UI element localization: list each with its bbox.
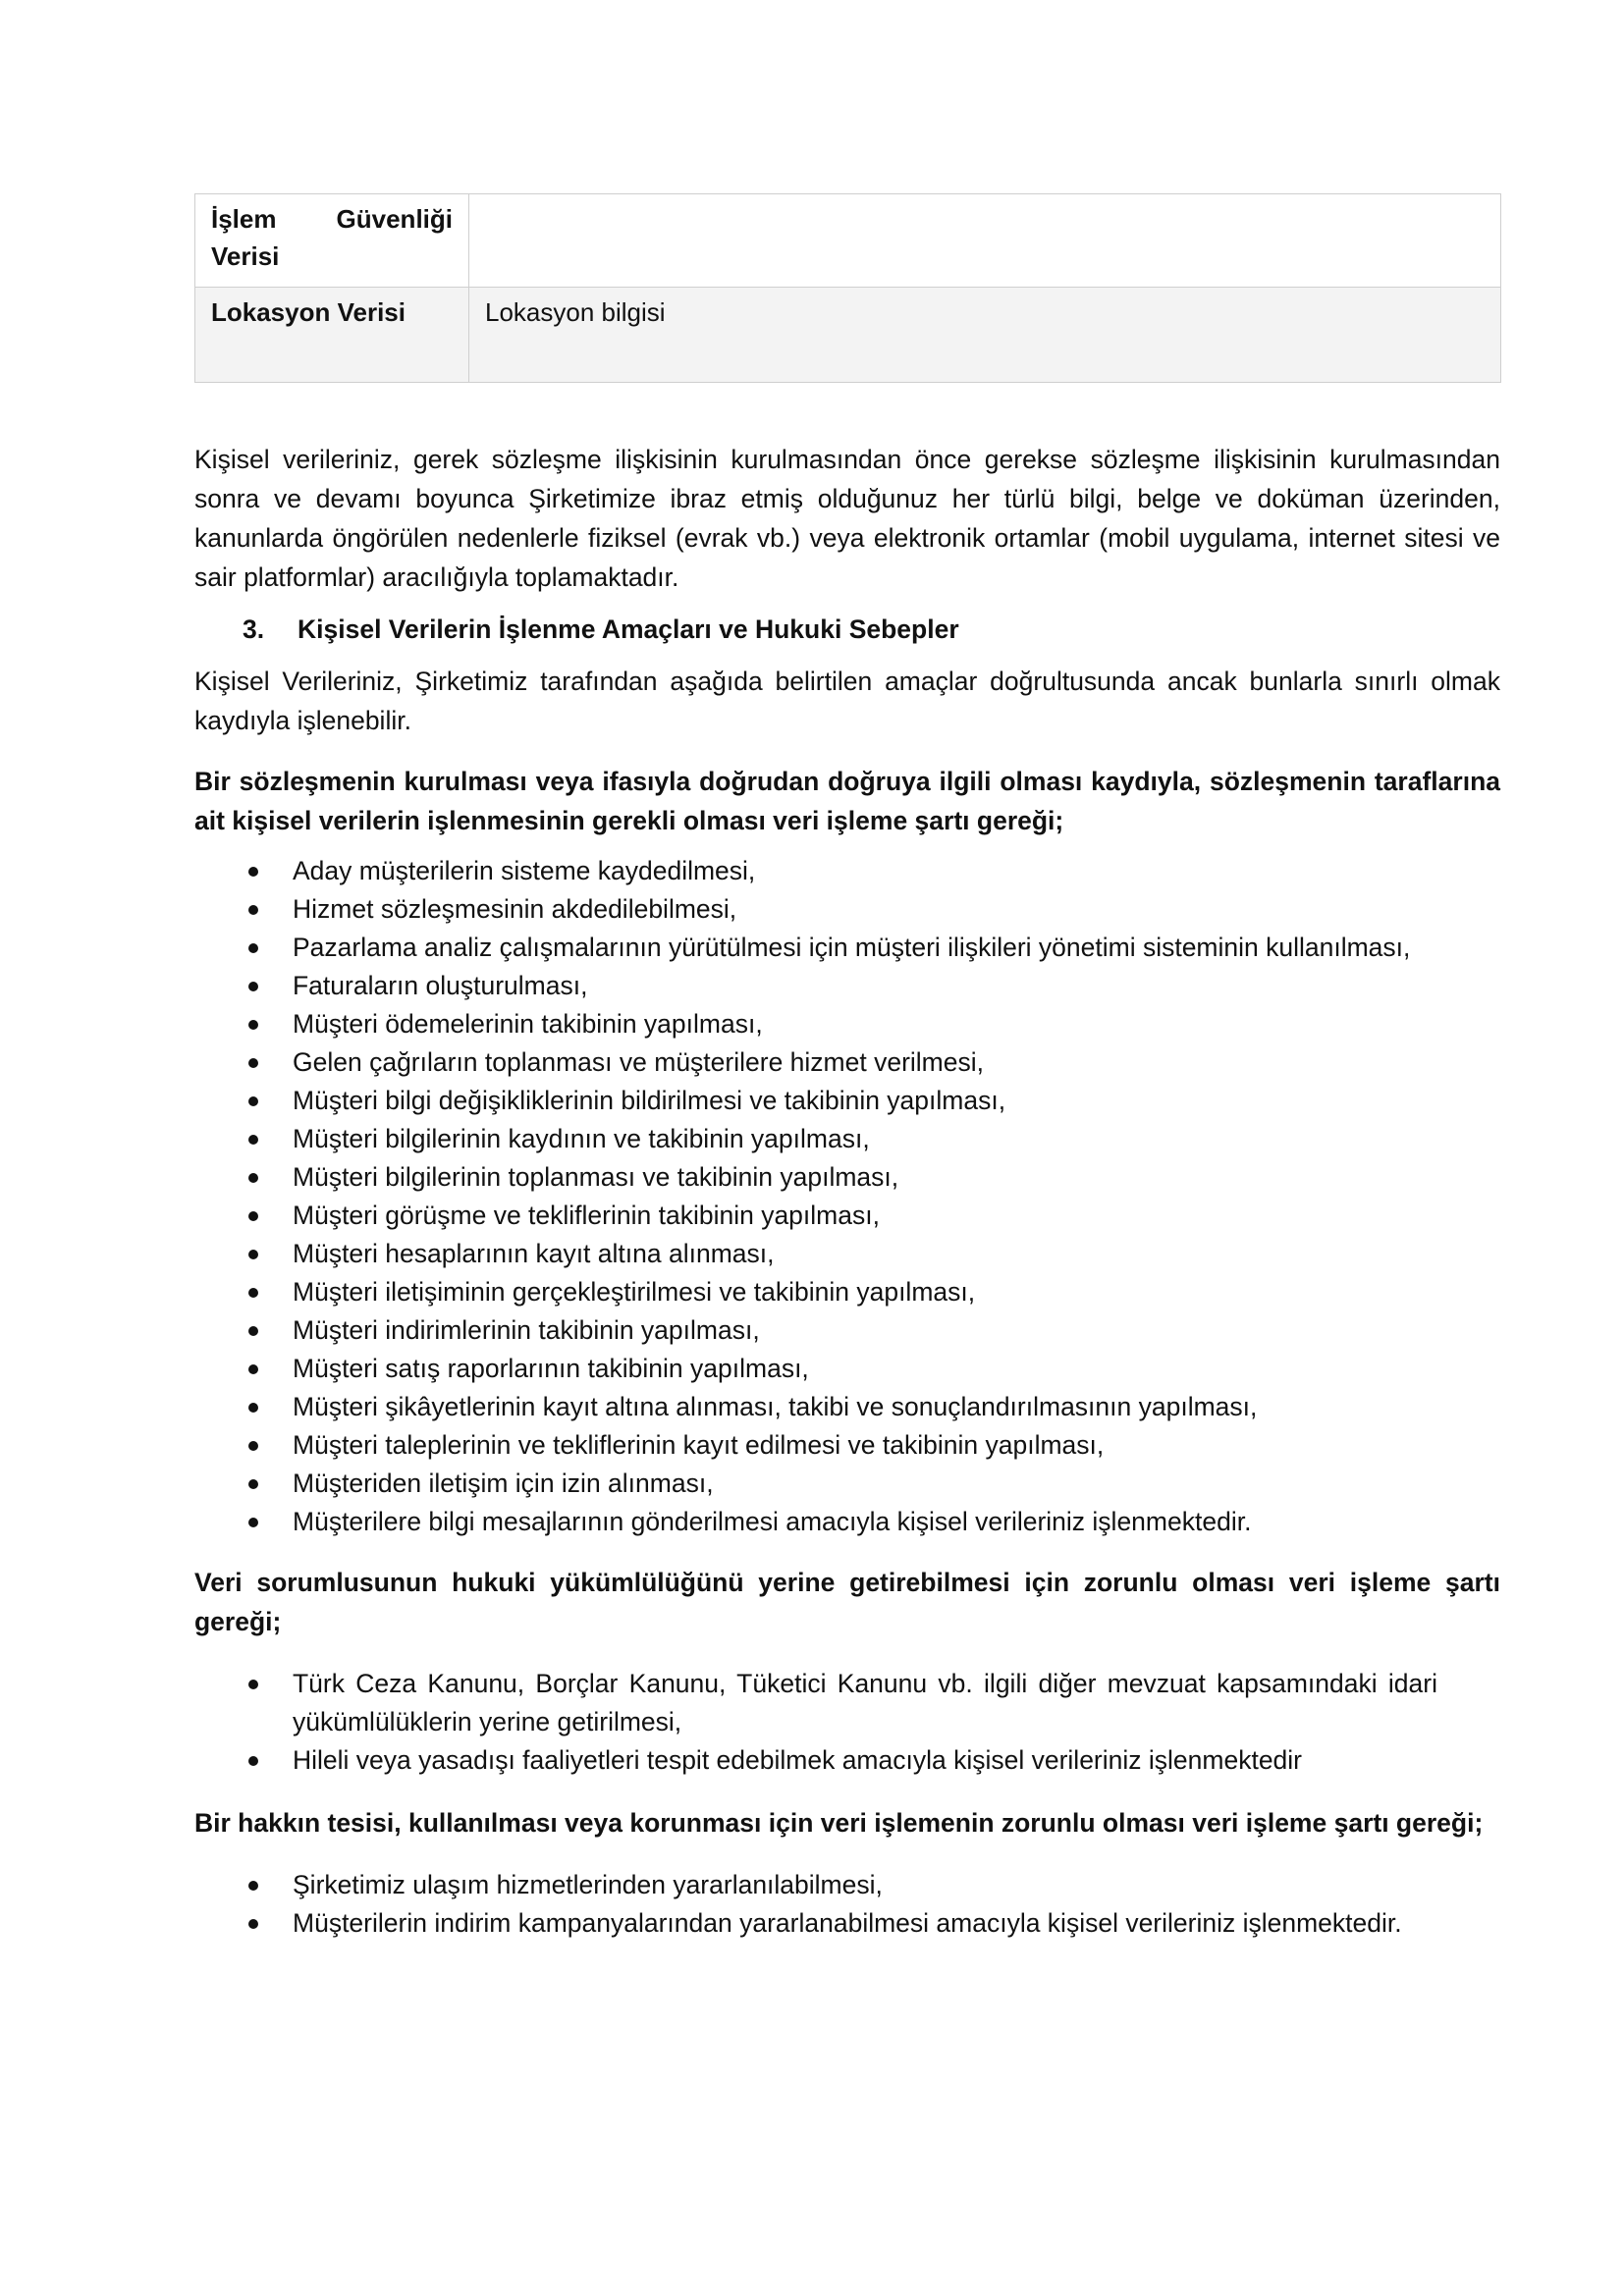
bullet-icon bbox=[248, 1173, 258, 1183]
list-item bbox=[194, 1904, 1500, 1943]
bullet-icon bbox=[248, 1881, 258, 1891]
list-item bbox=[194, 1197, 1500, 1235]
page-content bbox=[194, 193, 1500, 1943]
table-key-word: İşlem bbox=[211, 204, 277, 234]
list-item bbox=[194, 1503, 1500, 1541]
list-item-text: Faturaların oluşturulması, bbox=[293, 971, 588, 1000]
list-item-text: Müşteri hesaplarının kayıt altına alınması, bbox=[293, 1239, 775, 1268]
group-heading: Bir hakkın tesisi, kullanılması veya korunması için veri işlemenin zorunlu olması veri işleme şartı gereği; bbox=[194, 1808, 1484, 1838]
table-row bbox=[195, 288, 1501, 383]
section-number: 3. bbox=[243, 614, 265, 644]
table-value-cell bbox=[469, 194, 1501, 288]
list-item-text: Müşteri bilgilerinin toplanması ve takibinin yapılması, bbox=[293, 1162, 899, 1192]
bullet-icon bbox=[248, 1403, 258, 1413]
bullet-icon bbox=[248, 1250, 258, 1259]
list-item bbox=[194, 852, 1500, 890]
bullet-icon bbox=[248, 1441, 258, 1451]
list-item bbox=[194, 1120, 1500, 1158]
list-item bbox=[194, 1043, 1500, 1082]
bullet-icon bbox=[248, 1919, 258, 1929]
list-item-text: Müşteri bilgilerinin kaydının ve takibinin yapılması, bbox=[293, 1124, 870, 1153]
list-item-text: Hizmet sözleşmesinin akdedilebilmesi, bbox=[293, 894, 737, 924]
list-item-text: Müşteri satış raporlarının takibinin yapılması, bbox=[293, 1354, 809, 1383]
list-item bbox=[194, 1158, 1500, 1197]
list-item bbox=[194, 1082, 1500, 1120]
list-item-text: Müşteri iletişiminin gerçekleştirilmesi ve takibinin yapılması, bbox=[293, 1277, 976, 1307]
list-item bbox=[194, 1350, 1500, 1388]
list-item-text: Müşteri ödemelerinin takibinin yapılması, bbox=[293, 1009, 763, 1039]
bullet-list bbox=[194, 1866, 1500, 1943]
list-item bbox=[194, 1273, 1500, 1311]
list-item-text: Müşteri indirimlerinin takibinin yapılması, bbox=[293, 1315, 760, 1345]
bullet-icon bbox=[248, 1326, 258, 1336]
list-item-text: Türk Ceza Kanunu, Borçlar Kanunu, Tüketici Kanunu vb. ilgili diğer mevzuat kapsamındaki idari yükümlülüklerin yerine getirilmesi, bbox=[293, 1669, 1437, 1736]
list-item-text: Müşteriden iletişim için izin alınması, bbox=[293, 1468, 714, 1498]
list-item-text: Müşteri görüşme ve tekliflerinin takibinin yapılması, bbox=[293, 1201, 880, 1230]
list-item-text: Pazarlama analiz çalışmalarının yürütülmesi için müşteri ilişkileri yönetimi sisteminin kullanılması, bbox=[293, 933, 1411, 962]
bullet-icon bbox=[248, 943, 258, 953]
table-key-cell: Lokasyon Verisi bbox=[195, 288, 469, 383]
bullet-list bbox=[194, 852, 1500, 1541]
table-row bbox=[195, 194, 1501, 288]
body-paragraph: Kişisel verileriniz, gerek sözleşme ilişkisinin kurulmasından önce gerekse sözleşme ilişkisinin kurulmasından sonra ve devamı boyunca Şirketimize ibraz etmiş olduğunuz her türlü bilgi, belge ve doküman üzerinden, kanunlarda öngörülen nedenlerle fiziksel (evrak vb.) veya elektronik ortamlar (mobil uygulama, internet sitesi ve sair platformlar) aracılığıyla toplamaktadır. bbox=[194, 445, 1500, 592]
list-item bbox=[194, 1426, 1500, 1465]
group-heading: Veri sorumlusunun hukuki yükümlülüğünü yerine getirebilmesi için zorunlu olması veri işleme şartı gereği; bbox=[194, 1568, 1500, 1636]
bullet-icon bbox=[248, 1135, 258, 1145]
bullet-icon bbox=[248, 982, 258, 991]
table-key-word: Güvenliği bbox=[336, 204, 453, 234]
bullet-icon bbox=[248, 1756, 258, 1766]
list-item-text: Müşteri bilgi değişikliklerinin bildirilmesi ve takibinin yapılması, bbox=[293, 1086, 1006, 1115]
bullet-icon bbox=[248, 867, 258, 877]
bullet-icon bbox=[248, 1518, 258, 1527]
list-item bbox=[194, 929, 1500, 967]
list-item bbox=[194, 1465, 1500, 1503]
section-title: Kişisel Verilerin İşlenme Amaçları ve Hukuki Sebepler bbox=[298, 614, 959, 644]
list-item-text: Müşteri şikâyetlerinin kayıt altına alınması, takibi ve sonuçlandırılmasının yapılması, bbox=[293, 1392, 1258, 1421]
bullet-icon bbox=[248, 1020, 258, 1030]
table-key-cell bbox=[195, 194, 469, 288]
bullet-icon bbox=[248, 905, 258, 915]
list-item bbox=[194, 1741, 1500, 1780]
list-item bbox=[194, 890, 1500, 929]
bullet-list bbox=[194, 1665, 1500, 1780]
bullet-icon bbox=[248, 1058, 258, 1068]
list-item-text: Aday müşterilerin sisteme kaydedilmesi, bbox=[293, 856, 756, 885]
table-key-word: Verisi bbox=[211, 241, 280, 271]
body-paragraph: Kişisel Verileriniz, Şirketimiz tarafından aşağıda belirtilen amaçlar doğrultusunda ancak bunlarla sınırlı olmak kaydıyla işlenebilir. bbox=[194, 667, 1500, 735]
bullet-icon bbox=[248, 1479, 258, 1489]
list-item-text: Gelen çağrıların toplanması ve müşterilere hizmet verilmesi, bbox=[293, 1047, 984, 1077]
list-item bbox=[194, 1311, 1500, 1350]
list-item bbox=[194, 1005, 1500, 1043]
bullet-icon bbox=[248, 1096, 258, 1106]
list-item-text: Şirketimiz ulaşım hizmetlerinden yararlanılabilmesi, bbox=[293, 1870, 883, 1899]
data-table bbox=[194, 193, 1501, 383]
bullet-icon bbox=[248, 1211, 258, 1221]
list-item-text: Müşterilerin indirim kampanyalarından yararlanabilmesi amacıyla kişisel verileriniz işlenmektedir. bbox=[293, 1908, 1402, 1938]
bullet-icon bbox=[248, 1364, 258, 1374]
table-value-cell: Lokasyon bilgisi bbox=[469, 288, 1501, 383]
list-item-text: Hileli veya yasadışı faaliyetleri tespit edebilmek amacıyla kişisel verileriniz işlenmektedir bbox=[293, 1745, 1303, 1775]
list-item bbox=[194, 1235, 1500, 1273]
bullet-icon bbox=[248, 1288, 258, 1298]
group-heading: Bir sözleşmenin kurulması veya ifasıyla doğrudan doğruya ilgili olması kaydıyla, sözleşmenin taraflarına ait kişisel verilerin işlenmesinin gerekli olması veri işleme şartı gereği; bbox=[194, 767, 1500, 835]
list-item bbox=[194, 967, 1500, 1005]
list-item-text: Müşterilere bilgi mesajlarının gönderilmesi amacıyla kişisel verileriniz işlenmektedir. bbox=[293, 1507, 1252, 1536]
list-item bbox=[194, 1866, 1500, 1904]
list-item bbox=[194, 1665, 1500, 1741]
list-item bbox=[194, 1388, 1500, 1426]
list-item-text: Müşteri taleplerinin ve tekliflerinin kayıt edilmesi ve takibinin yapılması, bbox=[293, 1430, 1105, 1460]
bullet-icon bbox=[248, 1680, 258, 1689]
section-heading bbox=[194, 610, 1500, 649]
